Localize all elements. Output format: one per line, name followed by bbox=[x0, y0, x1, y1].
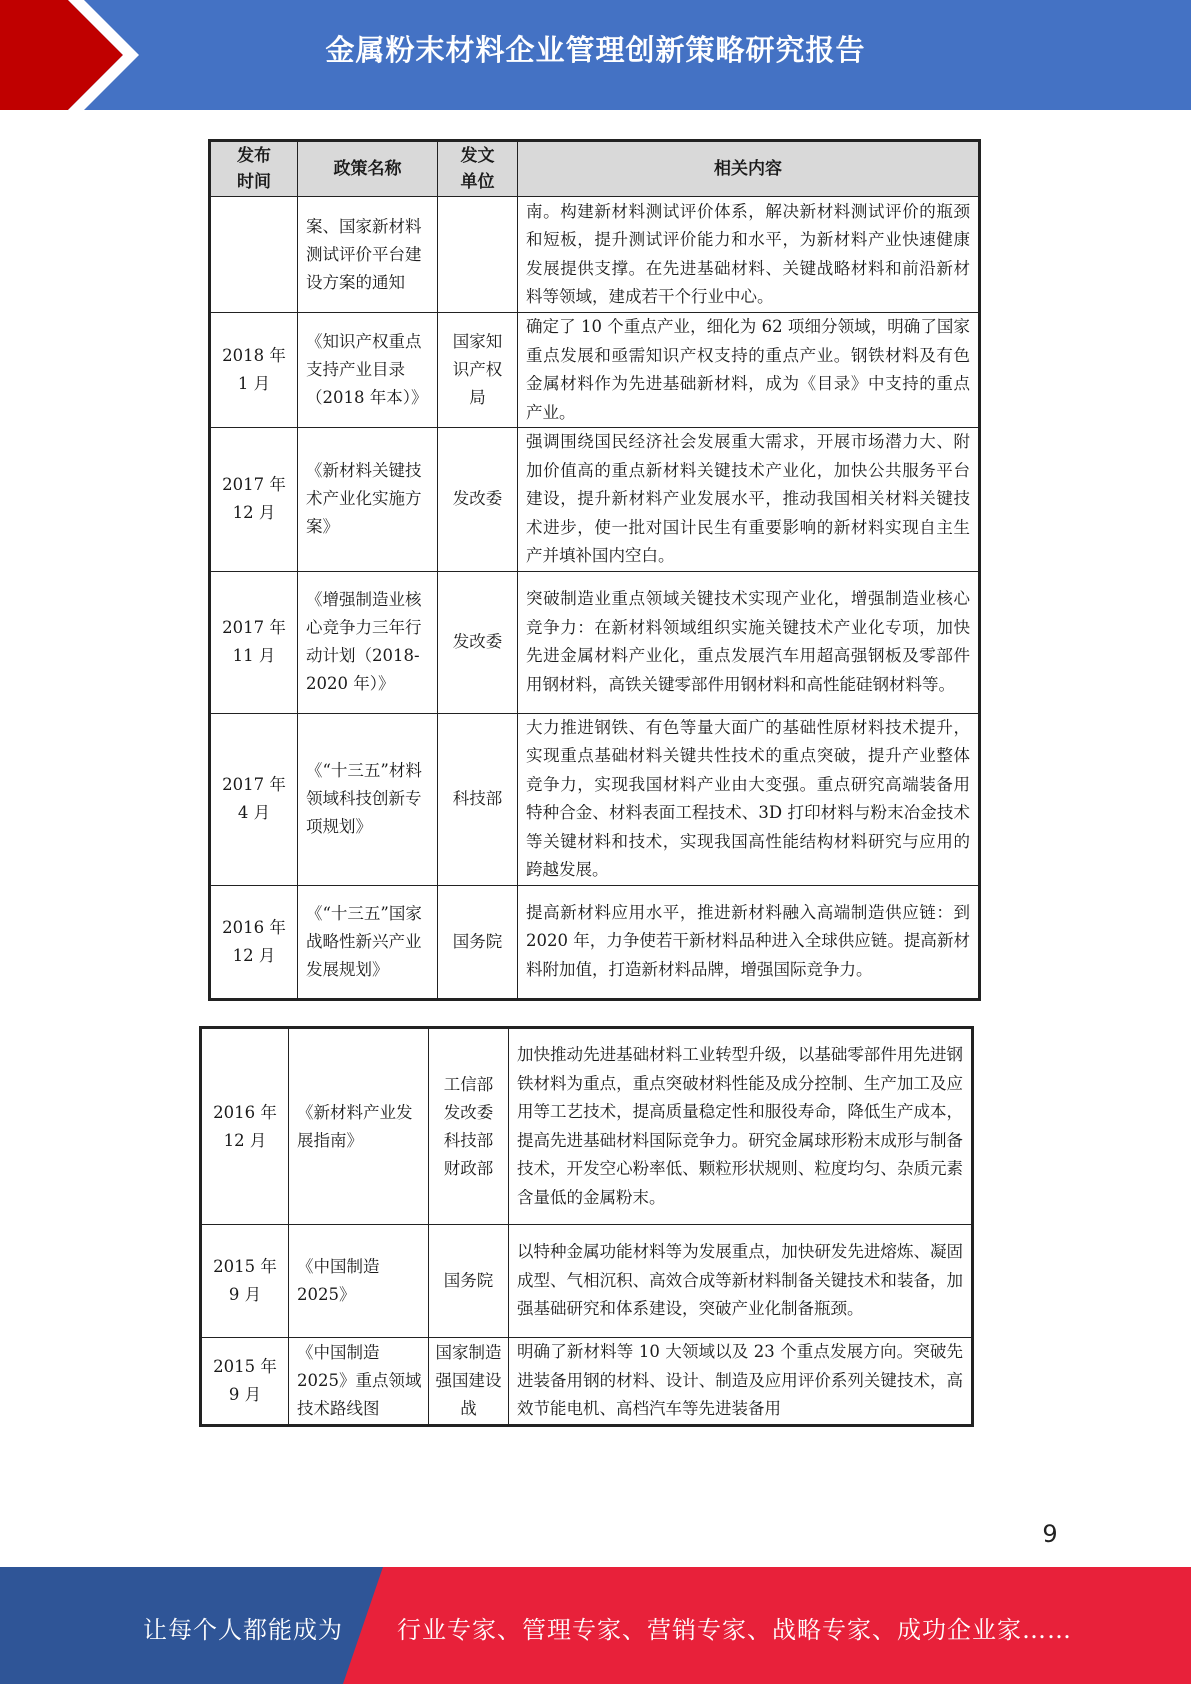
row-content: 大力推进钢铁、有色等量大面广的基础性原材料技术提升，实现重点基础材料关键共性技术的重点突破，提升产业整体竞争力，实现我国材料产业由大变强。重点研究高端装备用特种合金、材料表面工程技术、3D 打印材料与粉末冶金技术等关键材料和技术，实现我国高性能结构材料研究与应用的跨越发展。 bbox=[518, 713, 980, 885]
row-content: 南。构建新材料测试评价体系，解决新材料测试评价的瓶颈和短板，提升测试评价能力和水平，为新材料产业快速健康发展提供支撑。在先进基础材料、关键战略材料和前沿新材料等领域，建成若干个行业中心。 bbox=[518, 197, 980, 313]
row-dept: 国务院 bbox=[429, 1225, 509, 1338]
row-dept: 国务院 bbox=[438, 885, 518, 999]
policy-table-part-2 bbox=[199, 1026, 974, 1427]
table-row bbox=[210, 885, 980, 999]
header-date: 发布 时间 bbox=[210, 141, 298, 197]
row-date bbox=[210, 197, 298, 313]
row-content: 以特种金属功能材料等为发展重点，加快研发先进熔炼、凝固成型、气相沉积、高效合成等新材料制备关键技术和装备，加强基础研究和体系建设，突破产业化制备瓶颈。 bbox=[509, 1225, 973, 1338]
footer-slogan-right: 行业专家、管理专家、营销专家、战略专家、成功企业家…… bbox=[397, 1616, 1072, 1644]
table-row bbox=[210, 713, 980, 885]
row-policy-name: 《新材料关键技术产业化实施方案》 bbox=[298, 428, 438, 572]
table-row bbox=[210, 313, 980, 428]
row-dept: 国家制造强国建设战 bbox=[429, 1338, 509, 1426]
row-date: 2017 年 4 月 bbox=[210, 713, 298, 885]
header-content: 相关内容 bbox=[518, 141, 980, 197]
table-header-row bbox=[210, 141, 980, 197]
row-dept: 发改委 bbox=[438, 428, 518, 572]
row-dept bbox=[438, 197, 518, 313]
row-content: 强调围绕国民经济社会发展重大需求，开展市场潜力大、附加价值高的重点新材料关键技术产业化，加快公共服务平台建设，提升新材料产业发展水平，推动我国相关材料关键技术进步，使一批对国计民生有重要影响的新材料实现自主生产并填补国内空白。 bbox=[518, 428, 980, 572]
row-policy-name: 案、国家新材料测试评价平台建设方案的通知 bbox=[298, 197, 438, 313]
row-date: 2015 年 9 月 bbox=[201, 1338, 289, 1426]
row-date: 2016 年 12 月 bbox=[201, 1028, 289, 1225]
header-dept: 发文 单位 bbox=[438, 141, 518, 197]
row-dept: 科技部 bbox=[438, 713, 518, 885]
table-row bbox=[210, 197, 980, 313]
table-row bbox=[201, 1338, 973, 1426]
row-date: 2015 年 9 月 bbox=[201, 1225, 289, 1338]
row-dept: 发改委 bbox=[438, 571, 518, 713]
row-policy-name: 《知识产权重点支持产业目录（2018 年本）》 bbox=[298, 313, 438, 428]
table-row bbox=[210, 428, 980, 572]
row-policy-name: 《中国制造2025》重点领域技术路线图 bbox=[289, 1338, 429, 1426]
page-header bbox=[0, 0, 1191, 110]
row-content: 突破制造业重点领域关键技术实现产业化，增强制造业核心竞争力：在新材料领域组织实施关键技术产业化专项，加快先进金属材料产业化，重点发展汽车用超高强钢板及零部件用钢材料，高铁关键零部件用钢材料和高性能硅钢材料等。 bbox=[518, 571, 980, 713]
row-content: 提高新材料应用水平，推进新材料融入高端制造供应链：到 2020 年，力争使若干新材料品种进入全球供应链。提高新材料附加值，打造新材料品牌，增强国际竞争力。 bbox=[518, 885, 980, 999]
row-date: 2018 年 1 月 bbox=[210, 313, 298, 428]
row-content: 确定了 10 个重点产业，细化为 62 项细分领域，明确了国家重点发展和亟需知识产权支持的重点产业。钢铁材料及有色金属材料作为先进基础新材料，成为《目录》中支持的重点产业。 bbox=[518, 313, 980, 428]
row-policy-name: 《“十三五”材料领域科技创新专项规划》 bbox=[298, 713, 438, 885]
row-date: 2016 年 12 月 bbox=[210, 885, 298, 999]
row-policy-name: 《“十三五”国家战略性新兴产业发展规划》 bbox=[298, 885, 438, 999]
row-date: 2017 年 11 月 bbox=[210, 571, 298, 713]
table-row bbox=[201, 1028, 973, 1225]
row-date: 2017 年 12 月 bbox=[210, 428, 298, 572]
table-row bbox=[201, 1225, 973, 1338]
document-title: 金属粉末材料企业管理创新策略研究报告 bbox=[325, 33, 866, 67]
policy-table-part-1 bbox=[208, 139, 981, 1001]
row-dept: 工信部 发改委 科技部 财政部 bbox=[429, 1028, 509, 1225]
row-content: 明确了新材料等 10 大领域以及 23 个重点发展方向。突破先进装备用钢的材料、设计、制造及应用评价系列关键技术，高效节能电机、高档汽车等先进装备用 bbox=[509, 1338, 973, 1426]
page-number: 9 bbox=[1042, 1520, 1058, 1548]
row-policy-name: 《中国制造2025》 bbox=[289, 1225, 429, 1338]
row-content: 加快推动先进基础材料工业转型升级，以基础零部件用先进钢铁材料为重点，重点突破材料性能及成分控制、生产加工及应用等工艺技术，提高质量稳定性和服役寿命，降低生产成本，提高先进基础材料国际竞争力。研究金属球形粉末成形与制备技术，开发空心粉率低、颗粒形状规则、粒度均匀、杂质元素含量低的金属粉末。 bbox=[509, 1028, 973, 1225]
row-dept: 国家知 识产权 局 bbox=[438, 313, 518, 428]
header-policy-name: 政策名称 bbox=[298, 141, 438, 197]
footer-slogan-left: 让每个人都能成为 bbox=[143, 1616, 343, 1644]
row-policy-name: 《增强制造业核心竞争力三年行动计划（2018-2020 年）》 bbox=[298, 571, 438, 713]
row-policy-name: 《新材料产业发展指南》 bbox=[289, 1028, 429, 1225]
table-row bbox=[210, 571, 980, 713]
